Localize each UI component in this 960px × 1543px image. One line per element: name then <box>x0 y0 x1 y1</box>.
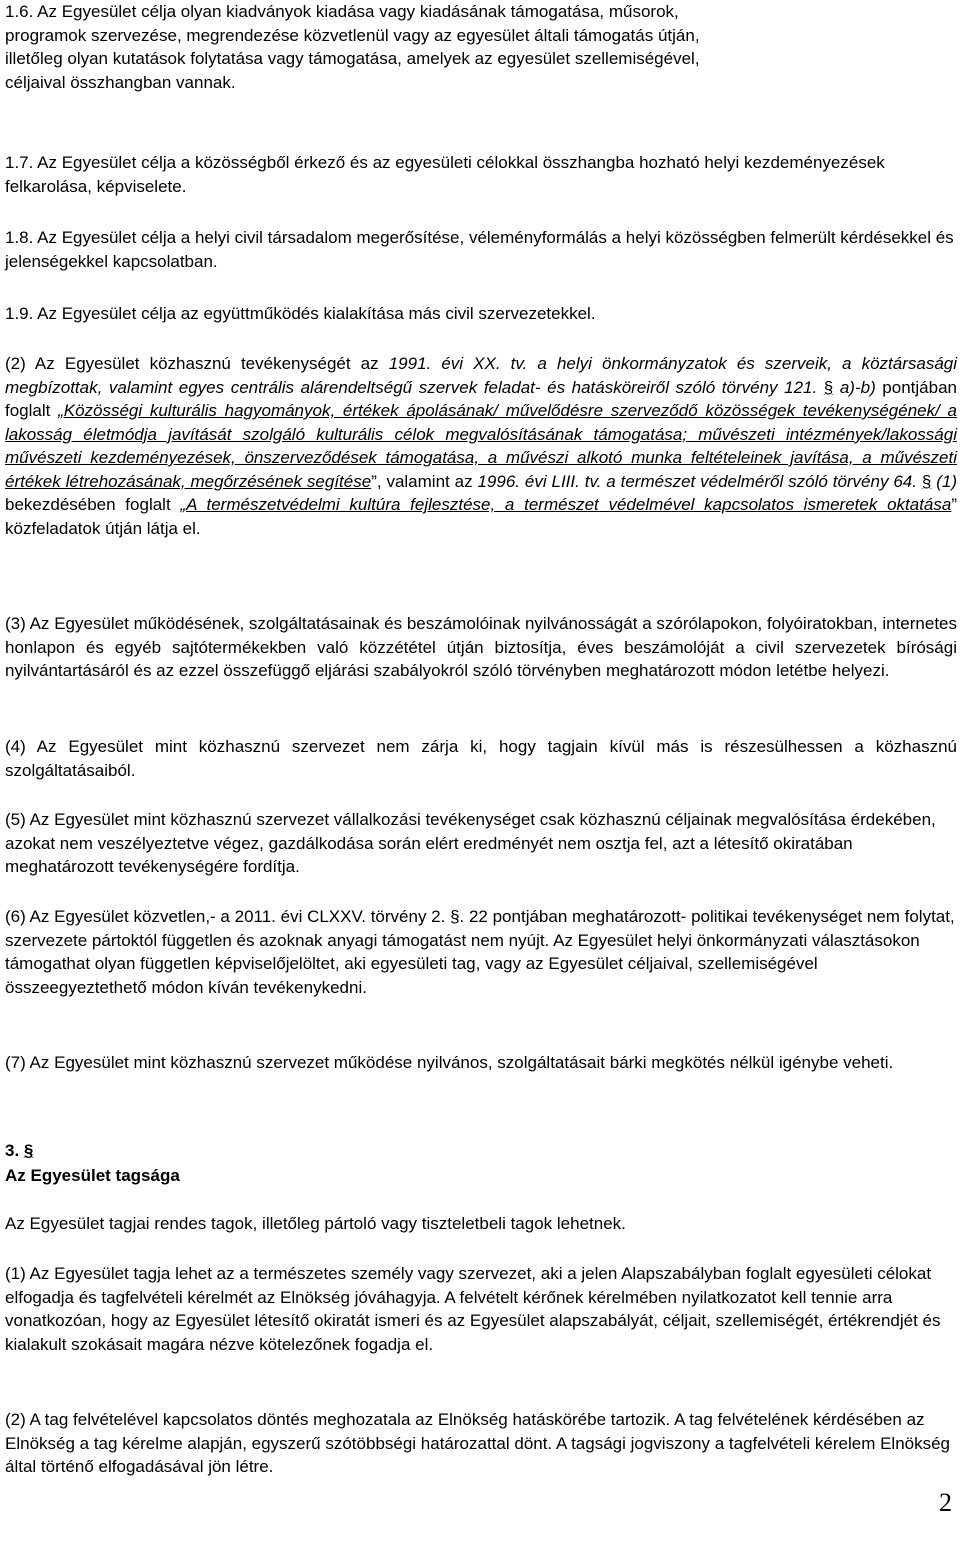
p2-space-1 <box>817 378 824 397</box>
p2-text-o: ” közfeladatok útján látja el. <box>5 495 958 538</box>
membership-intro: Az Egyesület tagjai rendes tagok, illetőleg pártoló vagy tiszteletbeli tagok lehetnek. <box>5 1214 626 1233</box>
paragraph-7: (7) Az Egyesület mint közhasznú szervezet működése nyilvános, szolgáltatásait bárki megkötés nélkül igénybe veheti. <box>5 1053 894 1072</box>
paragraph-1-7: 1.7. Az Egyesület célja a közösségből érkező és az egyesületi célokkal összhangba hozható helyi kezdeményezések felkarolása, képviselete. <box>5 153 885 196</box>
p2-section-sign-2: § <box>921 471 932 491</box>
paragraph-4: (4) Az Egyesület mint közhasznú szervezet nem zárja ki, hogy tagjain kívül más is részesülhessen a közhasznú szolgáltatásaiból. <box>5 737 957 780</box>
paragraph-3: (3) Az Egyesület működésének, szolgáltatásainak és beszámolóinak nyilvánosságát a szórólapokon, folyóiratokban, internetes honlapon és egyéb sajtótermékekben való közzététel útján biztosítja, éves beszámolóját a civil szervezetek bírósági nyilvántartásáról és az ezzel összefüggő eljárási szabályokról szóló törvényben meghatározott módon letétbe helyezi. <box>5 614 957 680</box>
p2-quote-1: „Közösségi kulturális hagyományok, értékek ápolásának/ művelődésre szerveződő közösségek tevékenységének/ a lakosság életmódja javítását szolgáló kulturális célok megvalósításának támogatása; művészeti intézmények/lakossági művészeti kezdeményezések, önszerveződések támogatása, a művészi alkotó munka feltételeinek javítása, a művészeti értékek létrehozásának, megőrzésének segítése <box>5 401 957 491</box>
paragraph-1-6: 1.6. Az Egyesület célja olyan kiadványok kiadása vagy kiadásának támogatása, műsorok, programok szervezése, megrendezése közvetlenül vagy az egyesület általi támogatás útján, illetőleg olyan kutatások folytatása vagy támogatása, amelyek az egyesület szellemiségével, céljaival összhangban vannak. <box>5 2 700 92</box>
paragraph-5: (5) Az Egyesület mint közhasznú szervezet vállalkozási tevékenységet csak közhasznú céljainak megvalósítása érdekében, azokat nem veszélyeztetve végez, gazdálkodása során elért eredményét nem osztja fel, azt a létesítő okiratában meghatározott tevékenységére fordítja. <box>5 810 936 876</box>
p2-points: a)-b) <box>833 377 876 397</box>
p2-text-h: ”, valamint az <box>371 471 478 491</box>
paragraph-2 <box>5 352 957 540</box>
section-3-title: Az Egyesület tagsága <box>5 1166 180 1185</box>
p2-text-m: bekezdésében foglalt <box>5 495 181 514</box>
membership-paragraph-1: (1) Az Egyesület tagja lehet az a természetes személy vagy szervezet, aki a jelen Alapszabályban foglalt egyesületi célokat elfogadja és tagfelvételi kérelmét az Elnökség jóváhagyja. A felvételt kérőnek kérelmében nyilatkozatot kell tennie arra vonatkozóan, hogy az Egyesület létesítő okiratát ismeri és az Egyesület alapszabályát, céljait, szellemiségét, értékrendjét és kialakult szokásait magára nézve kötelezőnek fogadja el. <box>5 1264 941 1354</box>
p2-quote-2: „A természetvédelmi kultúra fejlesztése, a természet védelmével kapcsolatos ismeretek oktatása <box>180 495 952 514</box>
paragraph-1-9: 1.9. Az Egyesület célja az együttműködés kialakítása más civil szervezetekkel. <box>5 304 596 323</box>
page-number: 2 <box>939 1488 952 1517</box>
p2-text-f: pontjában foglalt <box>5 377 957 420</box>
paragraph-1-8: 1.8. Az Egyesület célja a helyi civil társadalom megerősítése, véleményformálás a helyi közösségben felmerült kérdésekkel és jelenségekkel kapcsolatban. <box>5 228 954 271</box>
p2-law-1996: 1996. évi LIII. tv. a természet védelméről szóló törvény 64. <box>477 471 917 491</box>
membership-paragraph-2: (2) A tag felvételével kapcsolatos döntés meghozatala az Elnökség hatáskörébe tartozik. A tag felvételének kérdésében az Elnökség a tag kérelme alapján, egyszerű szótöbbségi határozattal dönt. A tagsági jogviszony a tagfelvételi kérelem Elnökség által történő elfogadásával jön létre. <box>5 1410 951 1476</box>
section-3-heading <box>5 1139 957 1163</box>
p2-text-a: (2) Az Egyesület közhasznú tevékenységét az <box>5 354 389 373</box>
section-number: 3. <box>5 1141 20 1160</box>
p2-section-sign-1: § <box>823 377 834 397</box>
p2-law-1991: 1991. évi XX. tv. a helyi önkormányzatok és szerveik, a köztársasági megbízottak, valamint egyes centrális alárendeltségű szervek feladat- és hatásköreiről szóló törvény 121. <box>5 354 957 397</box>
section-sign: § <box>23 1141 34 1160</box>
paragraph-6: (6) Az Egyesület közvetlen,- a 2011. évi CLXXV. törvény 2. §. 22 pontjában meghatározott- politikai tevékenységet nem folytat, szervezete pártoktól független és azoknak anyagi támogatást nem nyújt. Az Egyesület helyi önkormányzati választásokon támogathat olyan független képviselőjelöltet, aki egyesületi tag, vagy az Egyesület céljaival, szellemiségével összeegyeztethető módon kíván tevékenykedni. <box>5 907 955 997</box>
p2-paragraph-ref: (1) <box>931 471 957 491</box>
